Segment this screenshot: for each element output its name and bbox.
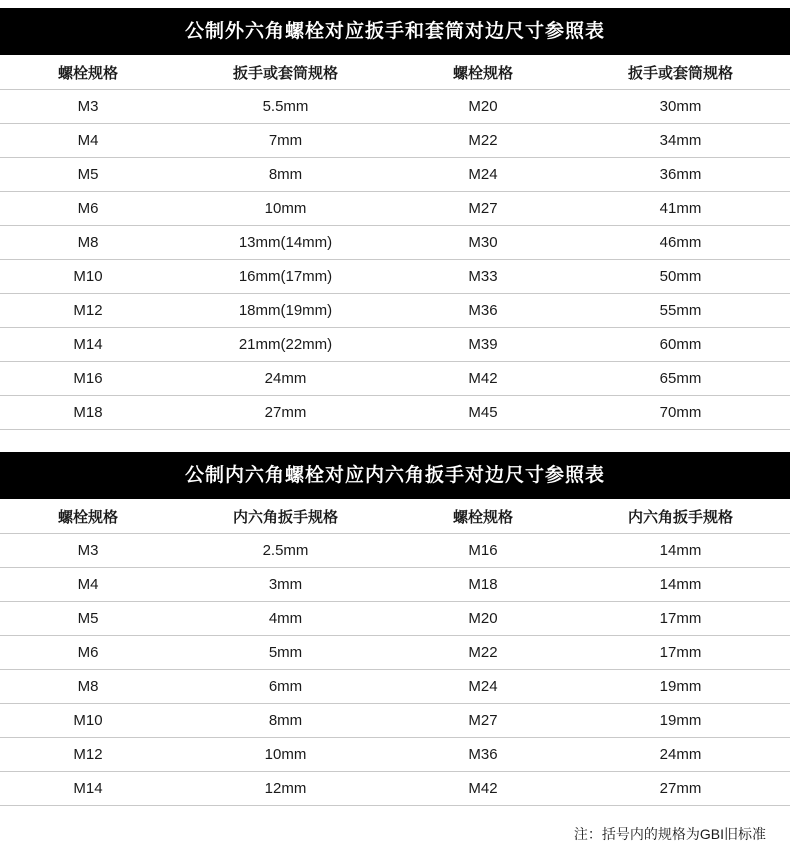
table-header-row bbox=[0, 55, 790, 90]
cell-wrench-spec: 36mm bbox=[571, 158, 790, 192]
table-row bbox=[0, 294, 790, 328]
column-header: 扳手或套筒规格 bbox=[176, 55, 395, 90]
cell-hexkey-spec: 17mm bbox=[571, 602, 790, 636]
cell-hexkey-spec: 14mm bbox=[571, 568, 790, 602]
section-gap bbox=[0, 430, 790, 452]
cell-hexkey-spec: 6mm bbox=[176, 670, 395, 704]
cell-bolt-spec: M42 bbox=[395, 362, 571, 396]
cell-wrench-spec: 18mm(19mm) bbox=[176, 294, 395, 328]
table-row bbox=[0, 90, 790, 124]
cell-bolt-spec: M8 bbox=[0, 670, 176, 704]
table-row bbox=[0, 226, 790, 260]
cell-bolt-spec: M36 bbox=[395, 294, 571, 328]
cell-bolt-spec: M12 bbox=[0, 294, 176, 328]
cell-hexkey-spec: 19mm bbox=[571, 670, 790, 704]
table-row bbox=[0, 328, 790, 362]
table-row bbox=[0, 362, 790, 396]
cell-hexkey-spec: 4mm bbox=[176, 602, 395, 636]
table-title-2: 公制内六角螺栓对应内六角扳手对边尺寸参照表 bbox=[0, 452, 790, 499]
cell-bolt-spec: M27 bbox=[395, 192, 571, 226]
table-row bbox=[0, 670, 790, 704]
cell-wrench-spec: 10mm bbox=[176, 192, 395, 226]
cell-bolt-spec: M18 bbox=[395, 568, 571, 602]
cell-bolt-spec: M22 bbox=[395, 636, 571, 670]
cell-bolt-spec: M36 bbox=[395, 738, 571, 772]
cell-bolt-spec: M12 bbox=[0, 738, 176, 772]
cell-wrench-spec: 13mm(14mm) bbox=[176, 226, 395, 260]
table-row bbox=[0, 636, 790, 670]
table-row bbox=[0, 396, 790, 430]
cell-bolt-spec: M16 bbox=[395, 534, 571, 568]
table-row bbox=[0, 568, 790, 602]
cell-bolt-spec: M6 bbox=[0, 636, 176, 670]
cell-bolt-spec: M18 bbox=[0, 396, 176, 430]
cell-hexkey-spec: 8mm bbox=[176, 704, 395, 738]
cell-wrench-spec: 24mm bbox=[176, 362, 395, 396]
cell-bolt-spec: M4 bbox=[0, 568, 176, 602]
cell-wrench-spec: 16mm(17mm) bbox=[176, 260, 395, 294]
cell-hexkey-spec: 5mm bbox=[176, 636, 395, 670]
column-header: 螺栓规格 bbox=[0, 55, 176, 90]
cell-bolt-spec: M6 bbox=[0, 192, 176, 226]
cell-bolt-spec: M5 bbox=[0, 158, 176, 192]
cell-wrench-spec: 65mm bbox=[571, 362, 790, 396]
cell-bolt-spec: M24 bbox=[395, 670, 571, 704]
cell-bolt-spec: M5 bbox=[0, 602, 176, 636]
column-header: 螺栓规格 bbox=[0, 499, 176, 534]
table-row bbox=[0, 704, 790, 738]
cell-bolt-spec: M45 bbox=[395, 396, 571, 430]
cell-bolt-spec: M30 bbox=[395, 226, 571, 260]
cell-hexkey-spec: 10mm bbox=[176, 738, 395, 772]
cell-bolt-spec: M8 bbox=[0, 226, 176, 260]
table-row bbox=[0, 124, 790, 158]
cell-wrench-spec: 41mm bbox=[571, 192, 790, 226]
cell-bolt-spec: M3 bbox=[0, 534, 176, 568]
cell-wrench-spec: 55mm bbox=[571, 294, 790, 328]
table-row bbox=[0, 602, 790, 636]
table-block-hex-bolt-wrench bbox=[0, 8, 790, 430]
table-row bbox=[0, 738, 790, 772]
cell-hexkey-spec: 19mm bbox=[571, 704, 790, 738]
cell-bolt-spec: M20 bbox=[395, 90, 571, 124]
cell-bolt-spec: M39 bbox=[395, 328, 571, 362]
table-block-allen-bolt-wrench bbox=[0, 452, 790, 806]
table-row bbox=[0, 158, 790, 192]
top-spacer bbox=[0, 0, 790, 8]
cell-bolt-spec: M27 bbox=[395, 704, 571, 738]
cell-bolt-spec: M33 bbox=[395, 260, 571, 294]
cell-wrench-spec: 34mm bbox=[571, 124, 790, 158]
table-header-row bbox=[0, 499, 790, 534]
cell-bolt-spec: M14 bbox=[0, 772, 176, 806]
footnote: 注：括号内的规格为GBI旧标准 bbox=[573, 826, 766, 842]
table-title-1: 公制外六角螺栓对应扳手和套筒对边尺寸参照表 bbox=[0, 8, 790, 55]
cell-wrench-spec: 30mm bbox=[571, 90, 790, 124]
table-row bbox=[0, 534, 790, 568]
cell-bolt-spec: M14 bbox=[0, 328, 176, 362]
cell-bolt-spec: M16 bbox=[0, 362, 176, 396]
cell-bolt-spec: M4 bbox=[0, 124, 176, 158]
cell-wrench-spec: 5.5mm bbox=[176, 90, 395, 124]
cell-hexkey-spec: 12mm bbox=[176, 772, 395, 806]
cell-hexkey-spec: 27mm bbox=[571, 772, 790, 806]
cell-bolt-spec: M22 bbox=[395, 124, 571, 158]
cell-wrench-spec: 27mm bbox=[176, 396, 395, 430]
cell-wrench-spec: 8mm bbox=[176, 158, 395, 192]
cell-hexkey-spec: 3mm bbox=[176, 568, 395, 602]
cell-hexkey-spec: 14mm bbox=[571, 534, 790, 568]
cell-bolt-spec: M20 bbox=[395, 602, 571, 636]
cell-wrench-spec: 70mm bbox=[571, 396, 790, 430]
table-allen-bolt-wrench bbox=[0, 499, 790, 805]
cell-hexkey-spec: 17mm bbox=[571, 636, 790, 670]
cell-bolt-spec: M24 bbox=[395, 158, 571, 192]
table-row bbox=[0, 260, 790, 294]
cell-bolt-spec: M42 bbox=[395, 772, 571, 806]
cell-hexkey-spec: 2.5mm bbox=[176, 534, 395, 568]
table-row bbox=[0, 192, 790, 226]
cell-bolt-spec: M3 bbox=[0, 90, 176, 124]
column-header: 内六角扳手规格 bbox=[571, 499, 790, 534]
column-header: 螺栓规格 bbox=[395, 499, 571, 534]
cell-wrench-spec: 7mm bbox=[176, 124, 395, 158]
cell-wrench-spec: 50mm bbox=[571, 260, 790, 294]
cell-bolt-spec: M10 bbox=[0, 260, 176, 294]
column-header: 内六角扳手规格 bbox=[176, 499, 395, 534]
column-header: 扳手或套筒规格 bbox=[571, 55, 790, 90]
column-header: 螺栓规格 bbox=[395, 55, 571, 90]
cell-wrench-spec: 21mm(22mm) bbox=[176, 328, 395, 362]
table-row bbox=[0, 772, 790, 806]
cell-wrench-spec: 46mm bbox=[571, 226, 790, 260]
cell-hexkey-spec: 24mm bbox=[571, 738, 790, 772]
cell-wrench-spec: 60mm bbox=[571, 328, 790, 362]
cell-bolt-spec: M10 bbox=[0, 704, 176, 738]
table-hex-bolt-wrench bbox=[0, 55, 790, 429]
